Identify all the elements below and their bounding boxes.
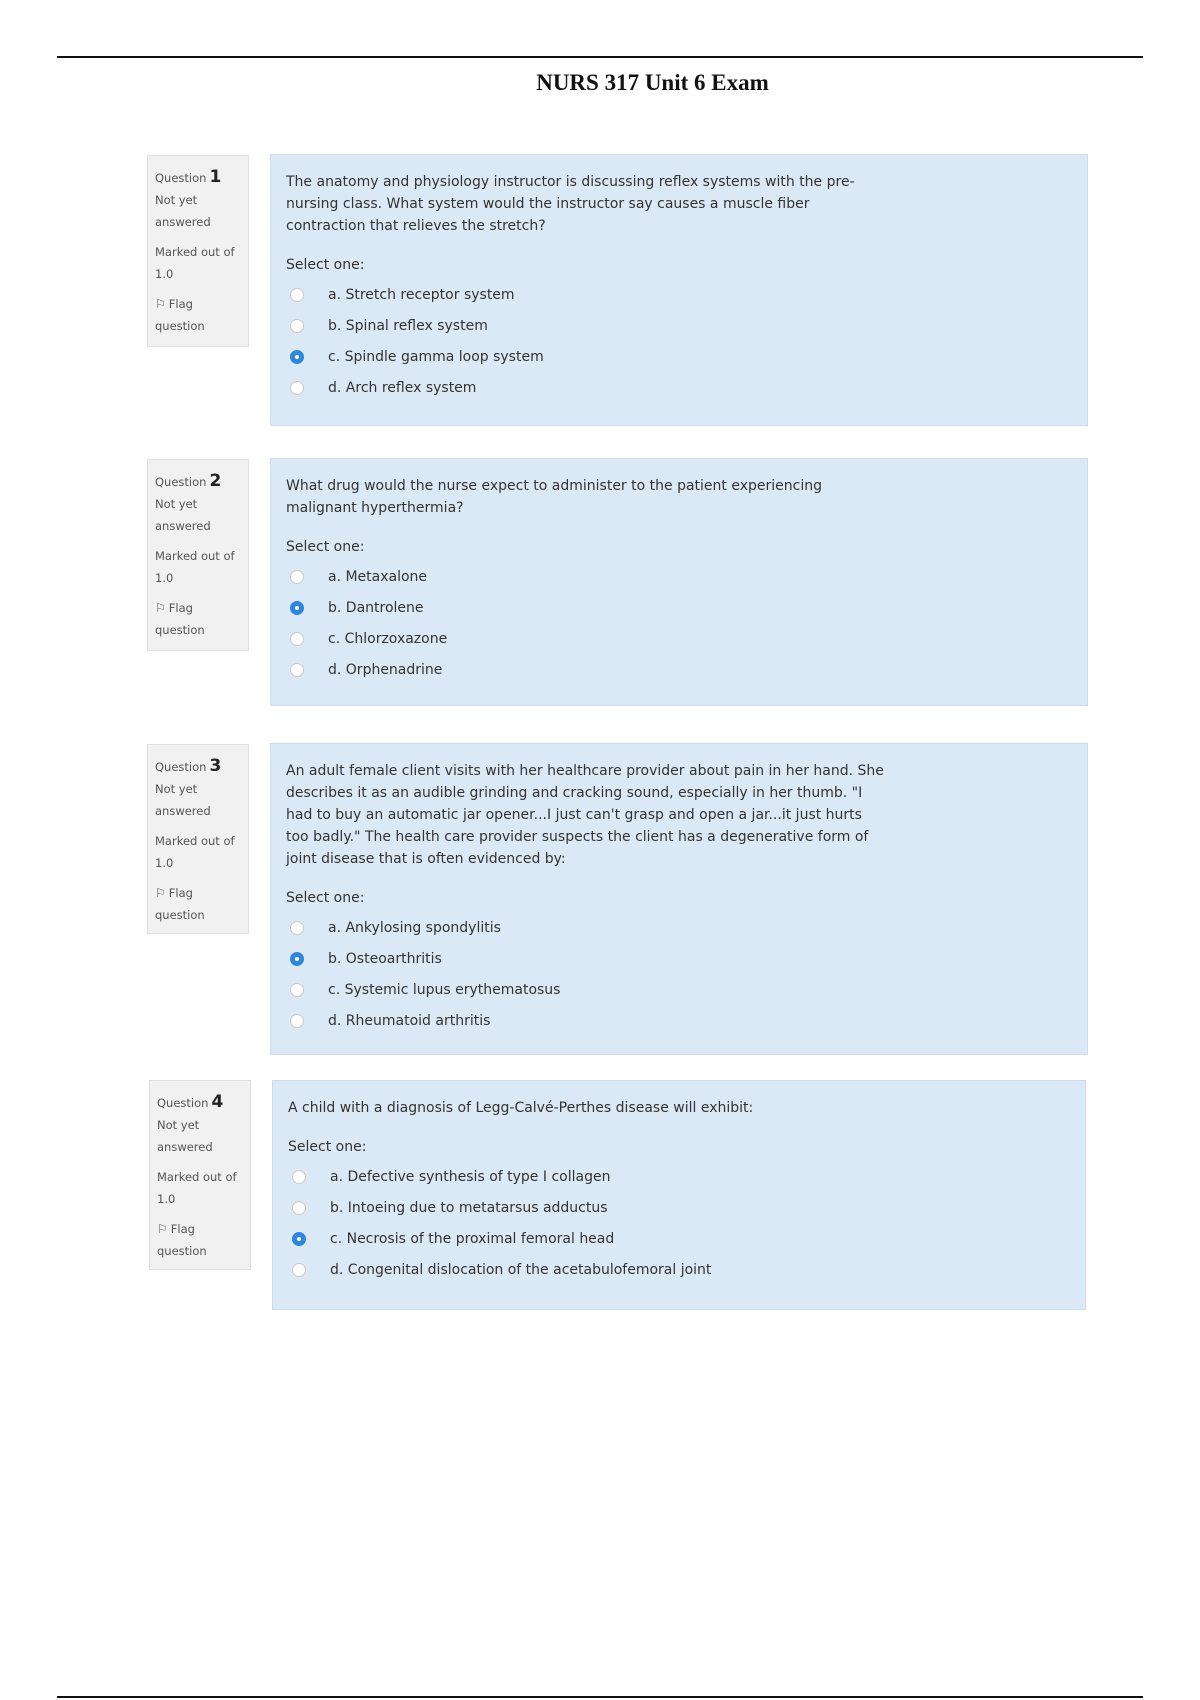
answer-option-b[interactable] (286, 943, 1072, 974)
flag-question-label: Flag question (155, 601, 205, 637)
radio-button[interactable] (292, 1170, 306, 1184)
flag-question-link[interactable] (155, 293, 241, 337)
question-number: 4 (211, 1092, 224, 1112)
question-content-4 (272, 1080, 1086, 1310)
bottom-rule (57, 1696, 1143, 1698)
question-number: 2 (209, 471, 222, 491)
answer-option-label: c. Necrosis of the proximal femoral head (330, 1230, 615, 1247)
answer-option-b[interactable] (288, 1192, 1070, 1223)
radio-button[interactable] (290, 288, 304, 302)
answer-option-c[interactable] (286, 341, 1072, 372)
answer-option-a[interactable] (286, 279, 1072, 310)
flag-question-label: Flag question (157, 1222, 207, 1258)
answer-option-label: b. Dantrolene (328, 599, 424, 616)
flag-icon: ⚐ (155, 601, 166, 615)
answer-option-d[interactable] (286, 1005, 1072, 1036)
radio-button[interactable] (292, 1263, 306, 1277)
question-state: Not yet answered (155, 497, 211, 533)
select-one-prompt: Select one: (288, 1139, 367, 1155)
answer-option-b[interactable] (286, 310, 1072, 341)
question-text: An adult female client visits with her healthcare provider about pain in her hand. She describes it as an audible grinding and cracking sound, especially in her thumb. "I had to buy an automatic jar opener...I just can't grasp and open a jar...it just hurts too badly." The health care provider suspects the client has a degenerative form of joint disease that is often evidenced by: (286, 763, 884, 867)
answer-option-a[interactable] (288, 1161, 1070, 1192)
question-label: Question (155, 475, 207, 489)
radio-button-selected[interactable] (290, 601, 304, 615)
radio-button[interactable] (290, 632, 304, 646)
question-text: A child with a diagnosis of Legg-Calvé-Perthes disease will exhibit: (288, 1100, 754, 1116)
question-info-2 (147, 459, 249, 651)
answer-option-c[interactable] (286, 623, 1072, 654)
answer-option-label: a. Defective synthesis of type I collagen (330, 1168, 611, 1185)
answer-option-label: d. Arch reflex system (328, 379, 477, 396)
answer-option-label: a. Stretch receptor system (328, 286, 515, 303)
question-text: What drug would the nurse expect to administer to the patient experiencing malignant hyperthermia? (286, 478, 822, 516)
question-content-1 (270, 154, 1088, 426)
radio-button-selected[interactable] (290, 952, 304, 966)
answer-option-d[interactable] (286, 372, 1072, 403)
answer-option-label: d. Rheumatoid arthritis (328, 1012, 491, 1029)
question-grade: Marked out of 1.0 (155, 834, 235, 870)
top-rule (57, 56, 1143, 58)
answer-option-label: a. Metaxalone (328, 568, 428, 585)
flag-question-link[interactable] (157, 1218, 243, 1262)
select-one-prompt: Select one: (286, 257, 365, 273)
question-grade: Marked out of 1.0 (155, 549, 235, 585)
answer-option-label: c. Chlorzoxazone (328, 630, 448, 647)
question-info-1 (147, 155, 249, 347)
flag-icon: ⚐ (157, 1222, 168, 1236)
radio-button[interactable] (290, 319, 304, 333)
answer-option-label: c. Spindle gamma loop system (328, 348, 544, 365)
answer-option-label: b. Intoeing due to metatarsus adductus (330, 1199, 608, 1216)
answer-option-d[interactable] (288, 1254, 1070, 1285)
radio-button[interactable] (290, 381, 304, 395)
answer-option-label: d. Congenital dislocation of the acetabulofemoral joint (330, 1261, 712, 1278)
document-title: NURS 317 Unit 6 Exam (536, 70, 769, 95)
question-info-4 (149, 1080, 251, 1270)
question-label: Question (155, 171, 207, 185)
answer-option-label: b. Osteoarthritis (328, 950, 442, 967)
question-info-3 (147, 744, 249, 934)
question-grade: Marked out of 1.0 (157, 1170, 237, 1206)
radio-button[interactable] (290, 663, 304, 677)
radio-button-selected[interactable] (290, 350, 304, 364)
question-content-3 (270, 743, 1088, 1055)
radio-button[interactable] (290, 983, 304, 997)
radio-button[interactable] (290, 921, 304, 935)
radio-button[interactable] (292, 1201, 306, 1215)
flag-question-link[interactable] (155, 882, 241, 926)
question-state: Not yet answered (157, 1118, 213, 1154)
answer-option-a[interactable] (286, 912, 1072, 943)
answer-option-label: c. Systemic lupus erythematosus (328, 981, 561, 998)
answer-option-label: a. Ankylosing spondylitis (328, 919, 501, 936)
question-state: Not yet answered (155, 782, 211, 818)
question-number: 3 (209, 756, 222, 776)
question-label: Question (157, 1096, 209, 1110)
question-label: Question (155, 760, 207, 774)
select-one-prompt: Select one: (286, 890, 365, 906)
flag-icon: ⚐ (155, 886, 166, 900)
answer-option-a[interactable] (286, 561, 1072, 592)
flag-icon: ⚐ (155, 297, 166, 311)
question-grade: Marked out of 1.0 (155, 245, 235, 281)
select-one-prompt: Select one: (286, 539, 365, 555)
flag-question-link[interactable] (155, 597, 241, 641)
radio-button[interactable] (290, 570, 304, 584)
answer-option-d[interactable] (286, 654, 1072, 685)
answer-option-label: d. Orphenadrine (328, 661, 443, 678)
radio-button-selected[interactable] (292, 1232, 306, 1246)
answer-option-b[interactable] (286, 592, 1072, 623)
flag-question-label: Flag question (155, 886, 205, 922)
question-number: 1 (209, 167, 222, 187)
flag-question-label: Flag question (155, 297, 205, 333)
answer-option-c[interactable] (286, 974, 1072, 1005)
question-content-2 (270, 458, 1088, 706)
answer-option-label: b. Spinal reflex system (328, 317, 488, 334)
question-text: The anatomy and physiology instructor is discussing reflex systems with the pre-nursing class. What system would the instructor say causes a muscle fiber contraction that relieves the stretch? (286, 174, 855, 234)
radio-button[interactable] (290, 1014, 304, 1028)
question-state: Not yet answered (155, 193, 211, 229)
answer-option-c[interactable] (288, 1223, 1070, 1254)
